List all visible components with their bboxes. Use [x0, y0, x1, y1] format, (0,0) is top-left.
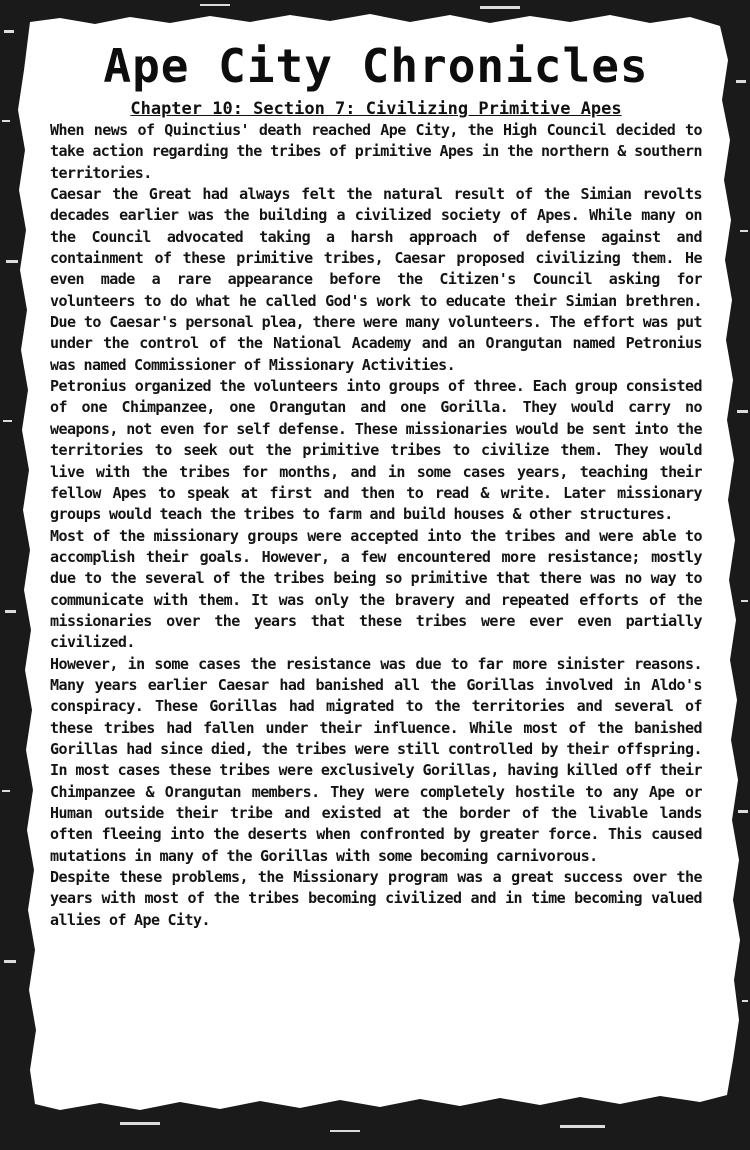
paragraph-1: When news of Quinctius' death reached Ape City, the High Council decided to take action regarding the tribes of primitive Apes in the northern & southern territories. — [50, 121, 702, 182]
paragraph-6: Despite these problems, the Missionary program was a great success over the years with most of the tribes becoming civilized and in time becoming valued allies of Ape City. — [50, 868, 702, 929]
page-title: Ape City Chronicles — [103, 39, 649, 93]
article — [50, 36, 702, 931]
paragraph-3: Petronius organized the volunteers into groups of three. Each group consisted of one Chimpanzee, one Orangutan and one Gorilla. They would carry no weapons, not even for self defense. These missionaries would be sent into the territories to seek out the primitive tribes to civilize them. They would live with the tribes for months, and in some cases years, teaching their fellow Apes to speak at first and then to read & write. Later missionary groups would teach the tribes to farm and build houses & other structures. — [50, 377, 702, 524]
chapter-heading: Chapter 10: Section 7: Civilizing Primitive Apes — [130, 99, 622, 119]
paragraph-4: Most of the missionary groups were accepted into the tribes and were able to accomplish their goals. However, a few encountered more resistance; mostly due to the several of the tribes being so primitive that there was no way to communicate with them. It was only the bravery and repeated efforts of the missionaries over the years that these tribes were ever even partially civilized. — [50, 526, 702, 652]
article-body — [50, 120, 702, 931]
paragraph-2: Caesar the Great had always felt the natural result of the Simian revolts decades earlier was the building a civilized society of Apes. While many on the Council advocated taking a harsh approach of defense against and containment of these primitive tribes, Caesar proposed civilizing them. He even made a rare appearance before the Citizen's Council asking for volunteers to do what he called God's work to educate their Simian brethren. Due to Caesar's personal plea, there were many volunteers. The effort was put under the control of the National Academy and an Orangutan named Petronius was named Commissioner of Missionary Activities. — [50, 185, 702, 374]
paragraph-5: However, in some cases the resistance was due to far more sinister reasons. Many years earlier Caesar had banished all the Gorillas involved in Aldo's conspiracy. These Gorillas had migrated to the territories and several of these tribes had fallen under their influence. While most of the banished Gorillas had since died, the tribes were still controlled by their offspring. In most cases these tribes were exclusively Gorillas, having killed off their Chimpanzee & Orangutan members. They were completely hostile to any Ape or Human outside their tribe and existed at the border of the livable lands often fleeing into the deserts when confronted by greater force. This caused mutations in many of the Gorillas with some becoming carnivorous. — [50, 654, 702, 865]
